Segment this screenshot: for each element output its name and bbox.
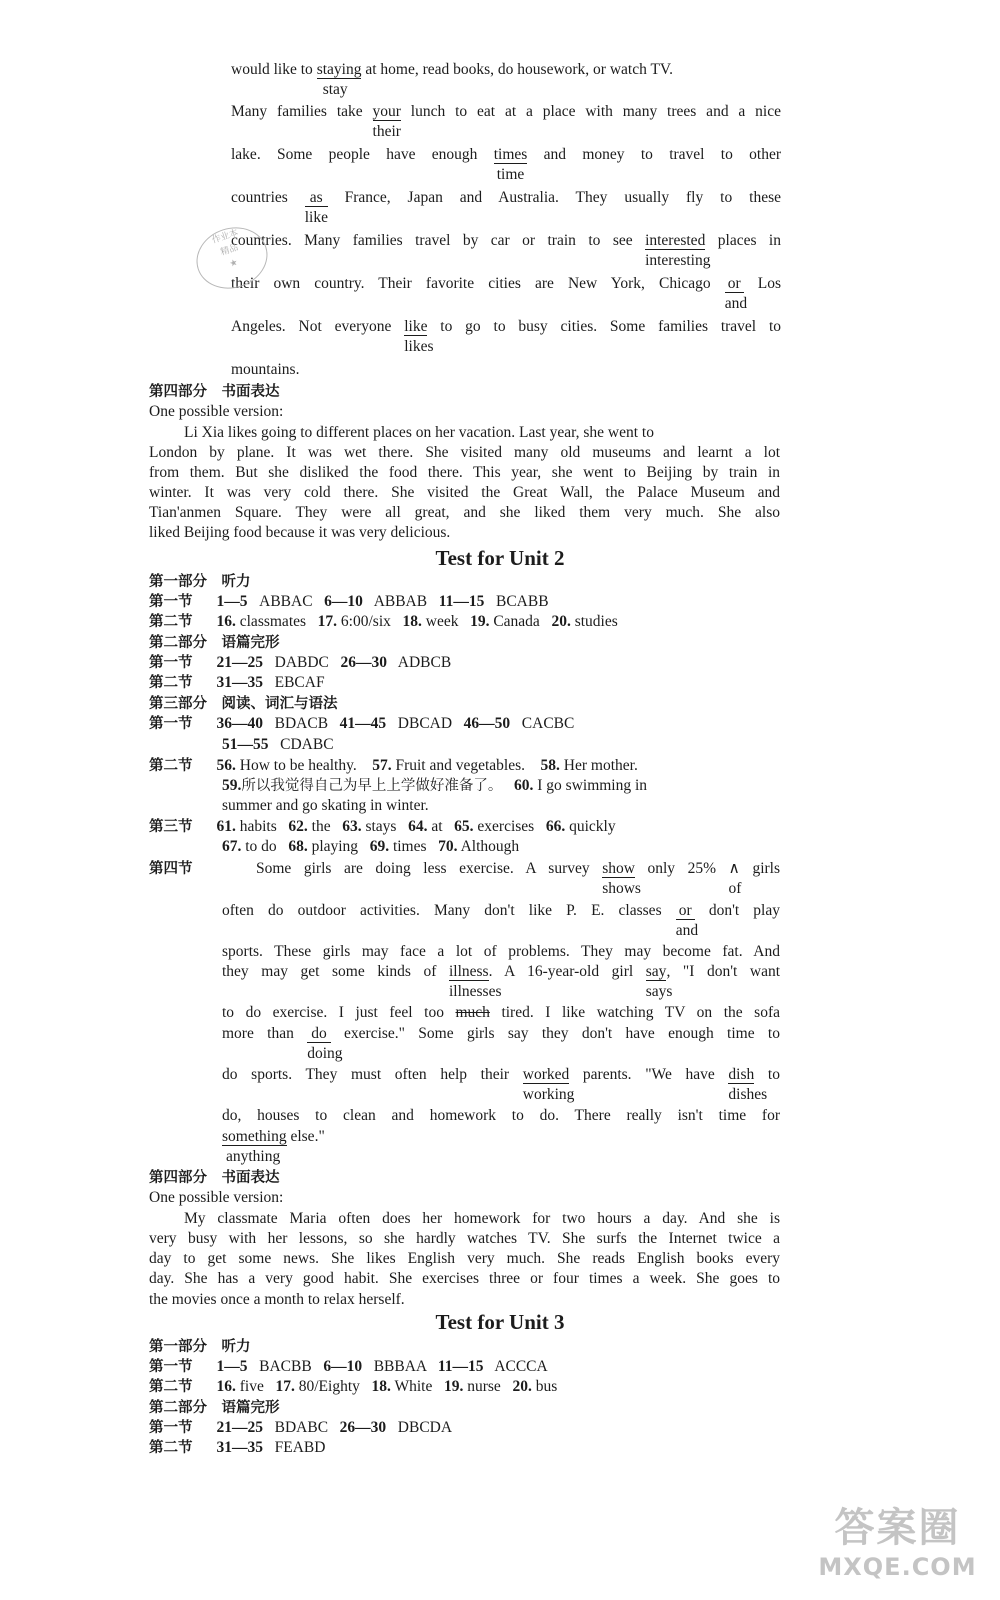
part-heading: 第一部分 听力 bbox=[149, 1339, 251, 1355]
passage1-line1: would like to staying stay at home, read books, do housework, or watch TV. bbox=[231, 61, 673, 98]
passage1-line8: mountains. bbox=[231, 361, 300, 378]
passage2-line8: do, houses to clean and homework to do. There really isn't time for bbox=[222, 1107, 780, 1124]
wrong-word: illness bbox=[448, 963, 489, 980]
essay-line: day to get some news. She likes English very much. She reads English books every bbox=[149, 1250, 780, 1267]
wrong-word: your bbox=[372, 103, 401, 120]
correction: anything bbox=[226, 1148, 281, 1165]
essay-line: My classmate Maria often does her homework for two hours a day. And she is bbox=[184, 1210, 780, 1227]
correction: their bbox=[372, 123, 401, 140]
answer-row: 67. to do 68. playing 69. times 70. Although bbox=[222, 838, 520, 855]
wrong-word: show bbox=[602, 860, 635, 877]
correction: says bbox=[645, 983, 673, 1000]
answer-row: 第二节 16. five 17. 80/Eighty 18. White 19. nurse 20. bus bbox=[149, 1378, 558, 1395]
insert-caret: ∧ bbox=[728, 860, 740, 877]
essay-line: the movies once a month to relax herself. bbox=[149, 1291, 405, 1308]
wrong-word: something bbox=[222, 1128, 287, 1145]
unit3-title: Test for Unit 3 bbox=[435, 1310, 565, 1334]
wrong-word: do bbox=[307, 1025, 331, 1043]
section-heading: 第四部分 书面表达 bbox=[149, 384, 280, 400]
passage2-line6: more than do doing exercise." Some girls say they don't have enough time to bbox=[222, 1025, 780, 1062]
passage1-line2: Many families take your their lunch to eat at a place with many trees and a nice bbox=[231, 103, 781, 140]
wrong-word: staying bbox=[316, 61, 362, 78]
answer-row: 第二节 56. How to be healthy. 57. Fruit and vegetables. 58. Her mother. bbox=[149, 757, 638, 774]
wrong-word: as bbox=[305, 189, 328, 207]
essay-line: Li Xia likes going to different places on her vacation. Last year, she went to bbox=[184, 424, 654, 441]
passage2-line3: sports. These girls may face a lot of problems. They may become fat. And bbox=[222, 943, 780, 960]
answer-row: 第一节 21—25 DABDC 26—30 ADBCB bbox=[149, 654, 452, 671]
passage2-line1: Some girls are doing less exercise. A survey show shows only 25% ∧ of girls bbox=[256, 860, 781, 897]
correction: and bbox=[724, 295, 748, 312]
answer-row: 59.所以我觉得自己为早上上学做好准备了。 60. I go swimming in bbox=[222, 777, 648, 794]
wrong-word: or bbox=[725, 275, 744, 293]
answer-row: 第二节 31—35 EBCAF bbox=[149, 674, 325, 691]
section-heading: 第四部分 书面表达 bbox=[149, 1170, 280, 1186]
answer-row: 第一节 1—5 ABBAC 6—10 ABBAB 11—15 BCABB bbox=[149, 593, 549, 610]
passage1-line7: Angeles. Not everyone like likes to go to busy cities. Some families travel to bbox=[231, 318, 782, 355]
part-heading: 第三部分 阅读、词汇与语法 bbox=[149, 696, 338, 712]
part-heading: 第二部分 语篇完形 bbox=[149, 635, 280, 651]
answer-row: summer and go skating in winter. bbox=[222, 797, 429, 814]
passage2-line5: to do exercise. I just feel too much tired. I like watching TV on the sofa bbox=[222, 1004, 780, 1021]
essay-line: liked Beijing food because it was very delicious. bbox=[149, 524, 451, 541]
correction: doing bbox=[307, 1045, 343, 1062]
answer-row: 第二节 16. classmates 17. 6:00/six 18. week 19. Canada 20. studies bbox=[149, 613, 618, 630]
passage1-line4: countries as like France, Japan and Australia. They usually fly to these bbox=[231, 189, 781, 226]
sample-intro: One possible version: bbox=[149, 403, 284, 420]
wrong-word: worked bbox=[522, 1066, 570, 1083]
wrong-word: interested bbox=[645, 232, 706, 249]
correction: and bbox=[675, 922, 699, 939]
stamp-seal: 作业本 精品 ★ bbox=[188, 218, 275, 297]
watermark-logo: 答案圈 MXQE.COM bbox=[818, 1505, 977, 1581]
passage1-line5: countries. Many families travel by car or train to see interested interesting places in bbox=[231, 232, 781, 269]
answer-row: 第二节 31—35 FEABD bbox=[149, 1439, 326, 1456]
section-label: 第四节 bbox=[149, 861, 193, 877]
wrong-word: or bbox=[676, 902, 695, 920]
answer-row: 51—55 CDABC bbox=[222, 736, 334, 753]
passage2-line9: something anything else." bbox=[222, 1128, 325, 1165]
part-heading: 第一部分 听力 bbox=[149, 574, 251, 590]
essay-line: from them. But she disliked the food there. This year, she went to Beijing by train in bbox=[149, 464, 780, 481]
wrong-word: times bbox=[493, 146, 528, 163]
answer-row: 第三节 61. habits 62. the 63. stays 64. at 65. exercises 66. quickly bbox=[149, 818, 616, 835]
correction: like bbox=[304, 209, 328, 226]
correction: interesting bbox=[645, 252, 711, 269]
wrong-word: say bbox=[645, 963, 667, 980]
passage2-line4: they may get some kinds of illness illnesses . A 16-year-old girl say says , "I don't want bbox=[222, 963, 781, 1000]
correction: likes bbox=[404, 338, 434, 355]
essay-line: Tian'anmen Square. They were all great, and she liked them very much. She also bbox=[149, 504, 780, 521]
correction: shows bbox=[602, 880, 641, 897]
sample-intro: One possible version: bbox=[149, 1189, 284, 1206]
essay-line: London by plane. It was wet there. She visited many old museums and learnt a lot bbox=[149, 444, 780, 461]
passage1-line3: lake. Some people have enough times time and money to travel to other bbox=[231, 146, 782, 183]
correction: time bbox=[496, 166, 525, 183]
essay-line: winter. It was very cold there. She visited the Great Wall, the Palace Museum and bbox=[149, 484, 780, 501]
essay-line: very busy with her lessons, so she hardly watches TV. She surfs the Internet twice a bbox=[149, 1230, 780, 1247]
wrong-word: like bbox=[404, 318, 428, 335]
wrong-word: dish bbox=[728, 1066, 755, 1083]
unit2-title: Test for Unit 2 bbox=[435, 546, 565, 570]
essay-line: day. She has a very good habit. She exercises three or four times a week. She goes to bbox=[149, 1270, 780, 1287]
passage1-line6: their own country. Their favorite cities are New York, Chicago or and Los bbox=[231, 275, 782, 312]
correction: illnesses bbox=[448, 983, 502, 1000]
passage2-line7: do sports. They must often help their worked working parents. "We have dish dishes to bbox=[222, 1066, 780, 1103]
part-heading: 第二部分 语篇完形 bbox=[149, 1400, 280, 1416]
answer-row: 第一节 36—40 BDACB 41—45 DBCAD 46—50 CACBC bbox=[149, 715, 575, 732]
answer-row: 第一节 1—5 BACBB 6—10 BBBAA 11—15 ACCCA bbox=[149, 1358, 548, 1375]
correction: of bbox=[728, 880, 742, 897]
answer-row: 第一节 21—25 BDABC 26—30 DBCDA bbox=[149, 1419, 453, 1436]
correction: working bbox=[522, 1086, 575, 1103]
correction: stay bbox=[322, 81, 348, 98]
correction: dishes bbox=[728, 1086, 768, 1103]
passage2-line2: often do outdoor activities. Many don't like P. E. classes or and don't play bbox=[222, 902, 780, 939]
deleted-word: much bbox=[455, 1004, 490, 1021]
